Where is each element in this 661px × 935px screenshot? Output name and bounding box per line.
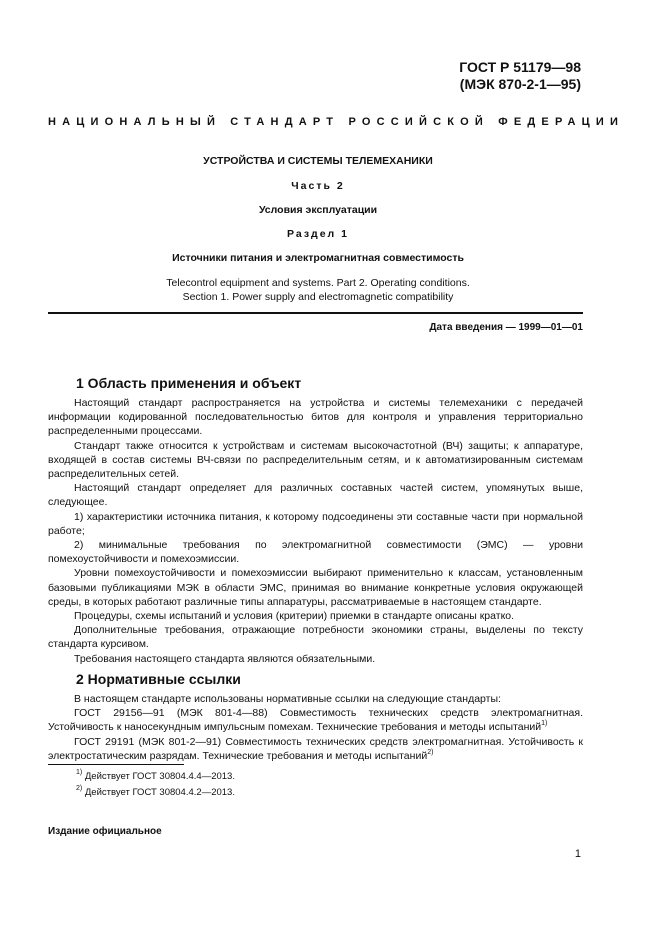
national-standard-banner: НАЦИОНАЛЬНЫЙ СТАНДАРТ РОССИЙСКОЙ ФЕДЕРАЦИИ [48,116,625,128]
footnote-mark: 1) [76,769,83,776]
footnote-text: Действует ГОСТ 30804.4.2—2013. [84,787,235,798]
page-number: 1 [574,848,581,860]
gost-number: ГОСТ Р 51179—98 [459,59,581,75]
standard-title: УСТРОЙСТВА И СИСТЕМЫ ТЕЛЕМЕХАНИКИ [203,155,433,167]
intro-date: Дата введения — 1999—01—01 [429,322,583,333]
iec-number: (МЭК 870-2-1—95) [459,76,581,92]
paragraph: Дополнительные требования, отражающие потребности экономики страны, выделены по тексту стандарта курсивом. [48,624,583,651]
paragraph: Стандарт также относится к устройствам и системам высокочастотной (ВЧ) защиты; к аппаратуре, входящей в состав системы ВЧ-связи по распределительным сетям, и к автоматизированным системам распределительных сетей. [48,439,583,481]
footnote-marker: 1) [541,720,548,728]
paragraph: Требования настоящего стандарта являются обязательными. [74,652,376,665]
section1-body [48,396,583,666]
list-item: 2) минимальные требования по электромагнитной совместимости (ЭМС) — уровни помехоустойчивости и помехоэмиссии. [48,539,583,566]
paragraph: Настоящий стандарт распространяется на устройства и системы телемеханики с передачей информации кодированной последовательностью битов для контроля и управления территориально распределенными процессами. [48,397,583,438]
part-label: Часть 2 [291,180,345,192]
footnote-divider [48,764,184,765]
footnote-marker: 2) [427,748,434,756]
section1-heading: 1 Область применения и объект [76,375,302,391]
footnote-text: Действует ГОСТ 30804.4.4—2013. [84,771,235,782]
paragraph: Настоящий стандарт определяет для различных составных частей систем, упомянутых выше, следующее. [48,482,583,509]
section2-body [48,692,583,763]
footnote [76,770,235,784]
reference-item [48,735,583,763]
section-label: Раздел 1 [287,228,349,240]
reference-text: ГОСТ 29191 (МЭК 801-2—91) Совместимость технических средств электромагнитная. Устойчивость к электростатическим разрядам. Технические требования и методы испытаний [48,735,583,762]
part-title: Условия эксплуатации [258,204,378,216]
footnote-mark: 2) [76,785,83,792]
english-title-line1: Telecontrol equipment and systems. Part 2. Operating conditions. [166,277,470,289]
reference-item [48,706,583,734]
title-divider [48,312,583,314]
footnote [76,786,235,800]
english-title-line2: Section 1. Power supply and electromagnetic compatibility [182,291,454,303]
paragraph: Уровни помехоустойчивости и помехоэмиссии выбирают применительно к классам, установленным базовыми публикациями МЭК в области ЭМС, принимая во внимание конкретные условия окружающей среды, в которых работают различные типы аппаратуры, рассматриваемые в настоящем стандарте. [48,567,583,608]
edition-label: Издание официальное [48,826,162,837]
reference-text: ГОСТ 29156—91 (МЭК 801-4—88) Совместимость технических средств электромагнитная. Устойчивость к наносекундным импульсным помехам. Технические требования и методы испытаний [48,707,583,734]
section2-heading: 2 Нормативные ссылки [76,671,241,687]
paragraph: Процедуры, схемы испытаний и условия (критерии) приемки в стандарте описаны кратко. [74,610,515,623]
list-item: 1) характеристики источника питания, к которому подсоединены эти составные части при нормальной работе; [48,510,583,537]
paragraph: В настоящем стандарте использованы нормативные ссылки на следующие стандарты: [74,693,501,705]
section-title: Источники питания и электромагнитная совместимость [172,252,464,264]
